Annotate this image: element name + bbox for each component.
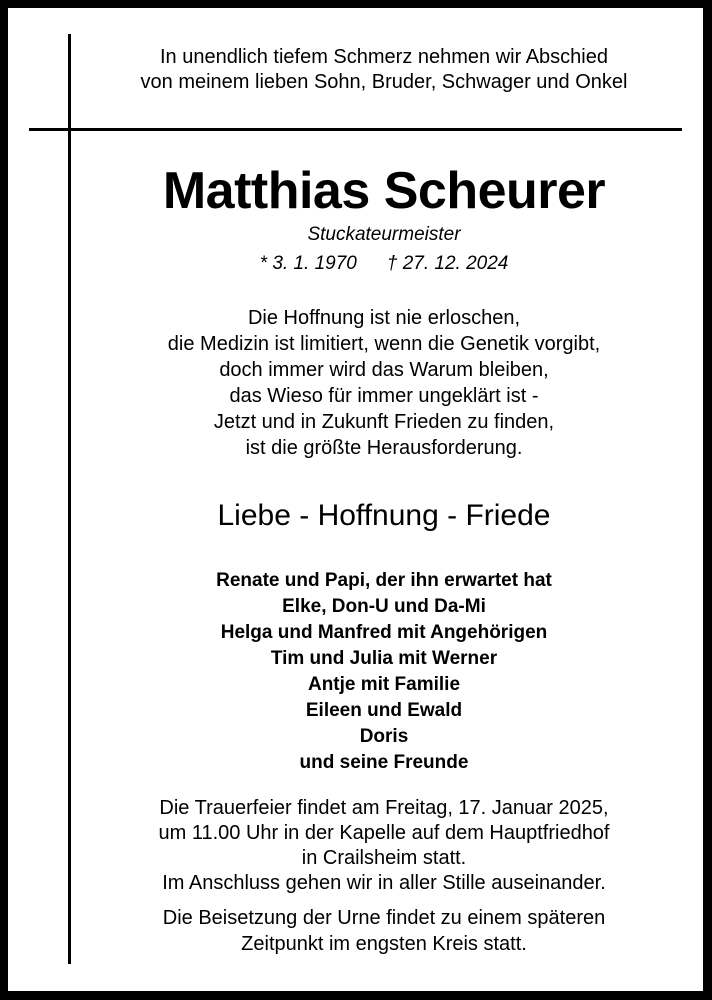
mourner-line: Elke, Don-U und Da-Mi (282, 596, 486, 617)
service-line: Die Trauerfeier findet am Freitag, 17. Januar 2025, (159, 797, 609, 819)
service-line: um 11.00 Uhr in der Kapelle auf dem Hauptfriedhof (158, 822, 610, 844)
intro-text (78, 45, 690, 95)
cross-horizontal-bar (29, 128, 682, 131)
burial-info (78, 905, 690, 957)
funeral-service-info (78, 796, 690, 896)
mourner-line: Doris (359, 726, 409, 747)
birth-date: * 3. 1. 1970 (259, 253, 357, 274)
mourner-line: Helga und Manfred mit Angehörigen (220, 622, 548, 643)
service-line: in Crailsheim statt. (301, 847, 467, 869)
life-dates (78, 251, 690, 277)
mourner-line: Renate und Papi, der ihn erwartet hat (216, 570, 552, 591)
mourner-line: Eileen und Ewald (305, 700, 463, 721)
poem-line: das Wieso für immer ungeklärt ist - (229, 385, 539, 407)
burial-line: Zeitpunkt im engsten Kreis statt. (241, 933, 527, 955)
poem (78, 305, 690, 461)
mourners-list (78, 568, 690, 776)
motto: Liebe - Hoffnung - Friede (217, 499, 551, 532)
poem-line: Jetzt und in Zukunft Frieden zu finden, (213, 411, 555, 433)
poem-line: die Medizin ist limitiert, wenn die Genetik vorgibt, (167, 333, 601, 355)
burial-line: Die Beisetzung der Urne findet zu einem späteren (162, 907, 606, 929)
intro-line: von meinem lieben Sohn, Bruder, Schwager und Onkel (140, 71, 628, 93)
poem-line: Die Hoffnung ist nie erloschen, (247, 307, 520, 329)
poem-line: doch immer wird das Warum bleiben, (219, 359, 549, 381)
obituary-notice (8, 8, 703, 991)
mourner-line: Antje mit Familie (307, 674, 461, 695)
death-date: † 27. 12. 2024 (386, 253, 509, 274)
deceased-name: Matthias Scheurer (162, 162, 606, 220)
service-line: Im Anschluss gehen wir in aller Stille auseinander. (162, 872, 606, 894)
mourner-line: und seine Freunde (299, 752, 469, 773)
mourner-line: Tim und Julia mit Werner (270, 648, 498, 669)
cross-vertical-bar (68, 34, 71, 964)
deceased-profession: Stuckateurmeister (307, 224, 461, 245)
intro-line: In unendlich tiefem Schmerz nehmen wir Abschied (159, 46, 608, 68)
poem-line: ist die größte Herausforderung. (245, 437, 523, 459)
